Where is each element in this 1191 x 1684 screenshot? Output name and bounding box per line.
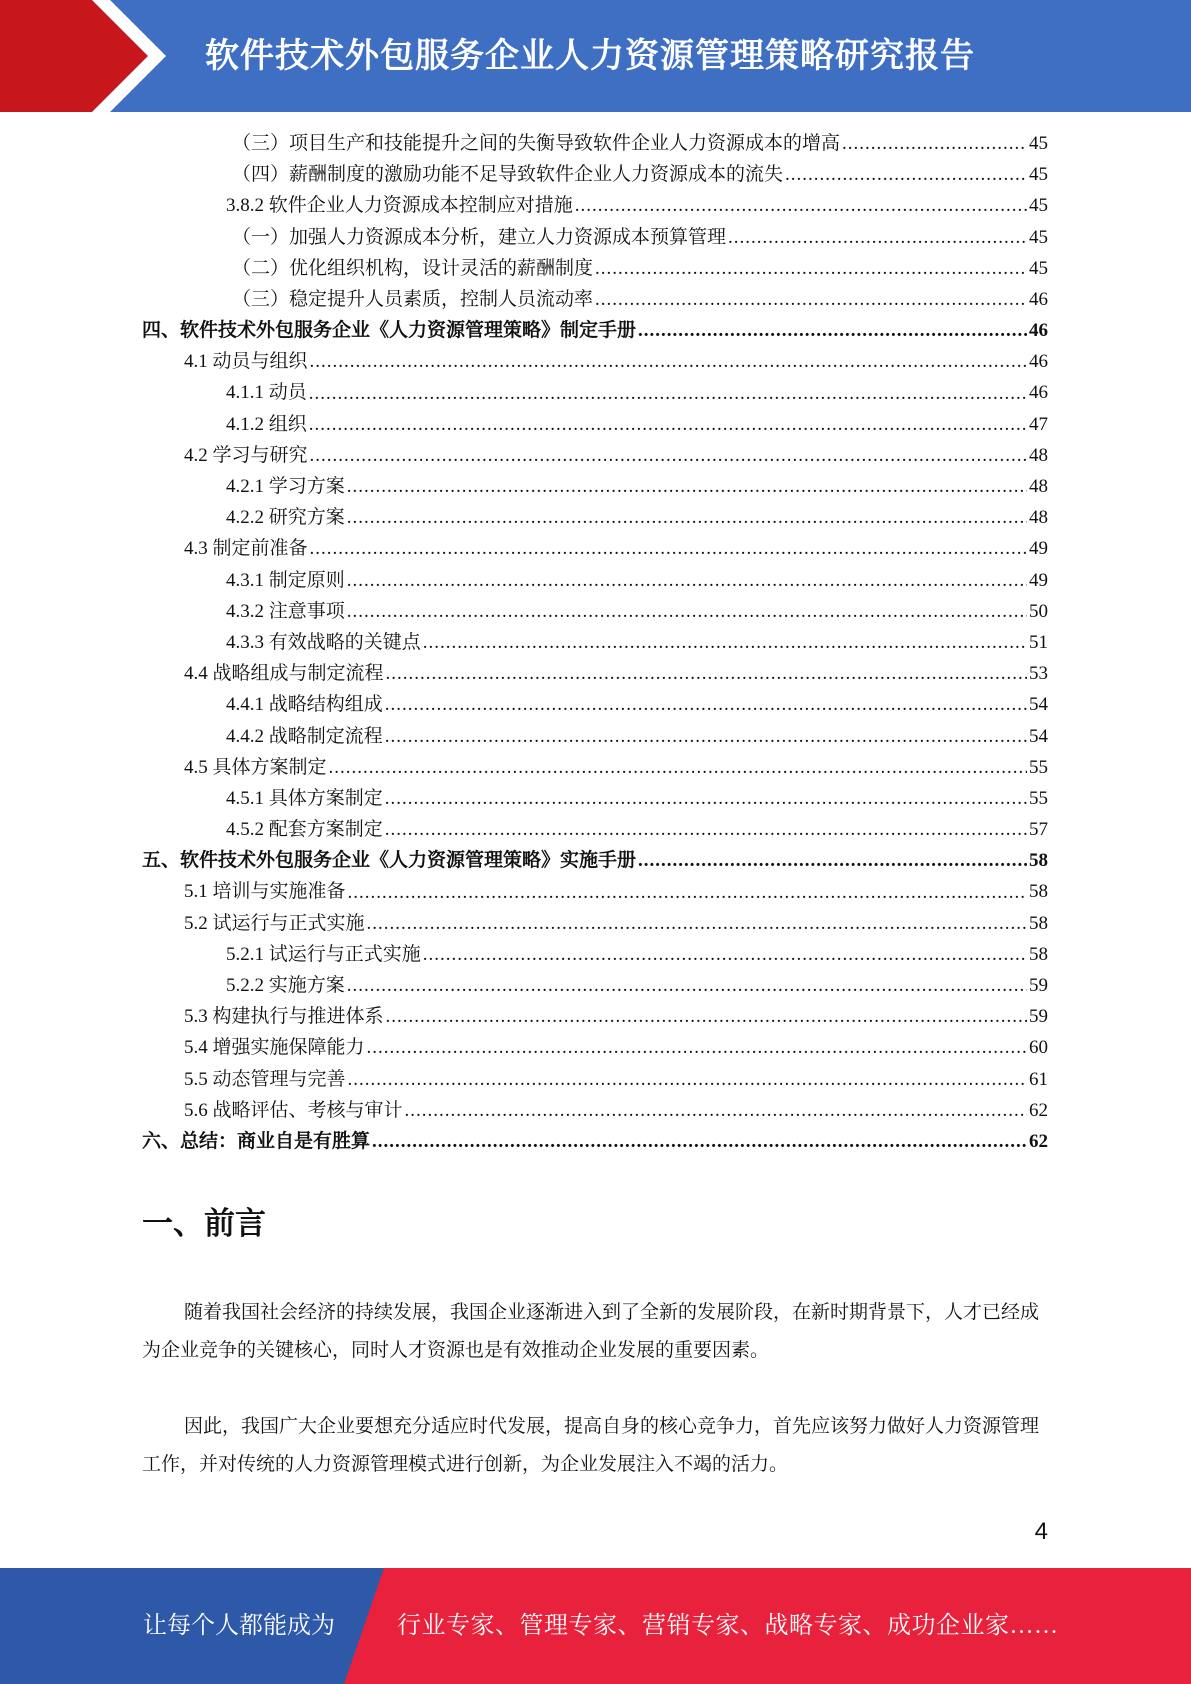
toc-entry-label: 4.3.2 注意事项 <box>226 600 345 622</box>
toc-leader-dots <box>385 814 1027 845</box>
toc-leader-dots <box>385 721 1027 752</box>
toc-leader-dots <box>367 908 1027 939</box>
toc-leader-dots <box>347 502 1027 533</box>
footer-roles: 行业专家、管理专家、营销专家、战略专家、成功企业家…… <box>397 1613 1059 1639</box>
toc-entry[interactable] <box>142 596 1048 627</box>
toc-entry[interactable] <box>142 159 1048 190</box>
toc-entry-label: 4.5.1 具体方案制定 <box>226 787 383 809</box>
toc-leader-dots <box>329 752 1027 783</box>
toc-leader-dots <box>310 346 1027 377</box>
toc-entry-page: 62 <box>1029 1099 1048 1121</box>
toc-entry-label: 5.3 构建执行与推进体系 <box>184 1006 384 1028</box>
toc-entry-page: 57 <box>1029 819 1048 841</box>
toc-entry-page: 62 <box>1029 1130 1048 1152</box>
toc-entry-page: 45 <box>1029 132 1048 154</box>
toc-entry-label: 4.2 学习与研究 <box>184 444 308 466</box>
toc-entry-label: 四、软件技术外包服务企业《人力资源管理策略》制定手册 <box>142 320 637 342</box>
toc-entry-page: 45 <box>1029 257 1048 279</box>
toc-entry-label: 4.5.2 配套方案制定 <box>226 819 383 841</box>
toc-entry[interactable] <box>142 1001 1048 1032</box>
report-title: 软件技术外包服务企业人力资源管理策略研究报告 <box>205 36 975 76</box>
toc-entry[interactable] <box>142 378 1048 409</box>
toc-entry-label: 4.1.1 动员 <box>226 382 307 404</box>
toc-entry-label: 4.4.2 战略制定流程 <box>226 725 383 747</box>
toc-entry-label: （一）加强人力资源成本分析，建立人力资源成本预算管理 <box>232 226 727 248</box>
toc-entry-page: 59 <box>1029 1006 1048 1028</box>
toc-entry-label: 5.1 培训与实施准备 <box>184 881 346 903</box>
toc-entry-page: 58 <box>1029 850 1048 872</box>
toc-entry-page: 54 <box>1029 694 1048 716</box>
toc-leader-dots <box>309 409 1027 440</box>
toc-entry-page: 46 <box>1029 320 1048 342</box>
body-paragraph: 因此，我国广大企业要想充分适应时代发展，提高自身的核心竞争力，首先应该努力做好人力资源管理工作，并对传统的人力资源管理模式进行创新，为企业发展注入不竭的活力。 <box>142 1416 1040 1475</box>
toc-entry-page: 48 <box>1029 444 1048 466</box>
toc-leader-dots <box>309 378 1027 409</box>
toc-entry-page: 49 <box>1029 569 1048 591</box>
toc-entry-page: 50 <box>1029 600 1048 622</box>
toc-entry-label: 4.1.2 组织 <box>226 413 307 435</box>
toc-leader-dots <box>638 315 1027 346</box>
toc-entry-label: 5.5 动态管理与完善 <box>184 1068 346 1090</box>
toc-leader-dots <box>638 845 1027 876</box>
toc-leader-dots <box>367 1032 1027 1063</box>
toc-leader-dots <box>385 783 1027 814</box>
toc-entry[interactable] <box>142 1032 1048 1063</box>
toc-entry-label: 4.4.1 战略结构组成 <box>226 694 383 716</box>
toc-leader-dots <box>347 596 1027 627</box>
toc-entry-label: 4.2.2 研究方案 <box>226 507 345 529</box>
toc-leader-dots <box>348 1064 1027 1095</box>
toc-leader-dots <box>347 565 1027 596</box>
toc-leader-dots <box>575 190 1027 221</box>
toc-entry-page: 46 <box>1029 382 1048 404</box>
toc-entry-page: 60 <box>1029 1037 1048 1059</box>
toc-entry-page: 58 <box>1029 943 1048 965</box>
toc-entry-page: 46 <box>1029 288 1048 310</box>
page-header <box>0 0 1191 112</box>
toc-leader-dots <box>842 128 1027 159</box>
toc-entry[interactable] <box>142 1064 1048 1095</box>
toc-leader-dots <box>423 939 1027 970</box>
toc-entry-label: 5.6 战略评估、考核与审计 <box>184 1099 403 1121</box>
toc-entry[interactable] <box>142 440 1048 471</box>
toc-entry[interactable] <box>142 814 1048 845</box>
toc-entry[interactable] <box>142 1095 1048 1126</box>
toc-entry[interactable] <box>142 128 1048 159</box>
toc-entry[interactable] <box>142 939 1048 970</box>
toc-entry-page: 45 <box>1029 195 1048 217</box>
toc-leader-dots <box>372 1126 1027 1157</box>
toc-leader-dots <box>347 970 1027 1001</box>
toc-entry-label: 4.5 具体方案制定 <box>184 756 327 778</box>
toc-leader-dots <box>595 284 1027 315</box>
toc-entry-page: 47 <box>1029 413 1048 435</box>
toc-leader-dots <box>423 627 1027 658</box>
toc-entry-page: 58 <box>1029 912 1048 934</box>
toc-entry[interactable] <box>142 877 1048 908</box>
toc-entry[interactable] <box>142 315 1048 346</box>
toc-entry[interactable] <box>142 970 1048 1001</box>
toc-entry-label: 4.3 制定前准备 <box>184 538 308 560</box>
toc-entry-page: 45 <box>1029 164 1048 186</box>
toc-entry[interactable] <box>142 502 1048 533</box>
body-paragraph: 随着我国社会经济的持续发展，我国企业逐渐进入到了全新的发展阶段，在新时期背景下，人才已经成为企业竞争的关键核心，同时人才资源也是有效推动企业发展的重要因素。 <box>142 1302 1040 1361</box>
toc-entry-label: （三）项目生产和技能提升之间的失衡导致软件企业人力资源成本的增高 <box>232 132 841 154</box>
toc-entry-page: 53 <box>1029 663 1048 685</box>
toc-entry[interactable] <box>142 689 1048 720</box>
toc-entry[interactable] <box>142 565 1048 596</box>
page-footer <box>0 1568 1191 1684</box>
toc-entry[interactable] <box>142 627 1048 658</box>
toc-leader-dots <box>347 471 1027 502</box>
table-of-contents <box>142 128 1048 1157</box>
toc-entry[interactable] <box>142 471 1048 502</box>
toc-entry-label: 4.2.1 学习方案 <box>226 476 345 498</box>
toc-leader-dots <box>728 222 1027 253</box>
toc-entry-label: 4.3.1 制定原则 <box>226 569 345 591</box>
toc-entry[interactable] <box>142 845 1048 876</box>
toc-entry-label: （四）薪酬制度的激励功能不足导致软件企业人力资源成本的流失 <box>232 164 784 186</box>
toc-entry[interactable] <box>142 346 1048 377</box>
toc-leader-dots <box>310 440 1027 471</box>
toc-entry-label: （二）优化组织机构，设计灵活的薪酬制度 <box>232 257 594 279</box>
section-heading: 一、前言 <box>142 1206 266 1242</box>
toc-entry[interactable] <box>142 253 1048 284</box>
toc-entry-label: 5.4 增强实施保障能力 <box>184 1037 365 1059</box>
toc-entry-label: （三）稳定提升人员素质，控制人员流动率 <box>232 288 594 310</box>
toc-entry[interactable] <box>142 533 1048 564</box>
toc-entry-label: 5.2.1 试运行与正式实施 <box>226 943 421 965</box>
toc-entry[interactable] <box>142 783 1048 814</box>
toc-leader-dots <box>595 253 1027 284</box>
toc-entry-label: 3.8.2 软件企业人力资源成本控制应对措施 <box>226 195 573 217</box>
toc-entry-page: 61 <box>1029 1068 1048 1090</box>
toc-leader-dots <box>405 1095 1027 1126</box>
toc-entry-label: 五、软件技术外包服务企业《人力资源管理策略》实施手册 <box>142 850 637 872</box>
toc-entry-page: 59 <box>1029 975 1048 997</box>
toc-entry-page: 46 <box>1029 351 1048 373</box>
toc-entry-label: 5.2.2 实施方案 <box>226 975 345 997</box>
toc-entry-page: 48 <box>1029 476 1048 498</box>
footer-slogan: 让每个人都能成为 <box>143 1613 335 1639</box>
toc-entry-label: 4.4 战略组成与制定流程 <box>184 663 384 685</box>
toc-entry-page: 45 <box>1029 226 1048 248</box>
toc-entry[interactable] <box>142 721 1048 752</box>
toc-entry-label: 5.2 试运行与正式实施 <box>184 912 365 934</box>
toc-leader-dots <box>310 533 1027 564</box>
toc-leader-dots <box>386 1001 1027 1032</box>
toc-entry-page: 51 <box>1029 631 1048 653</box>
toc-entry[interactable] <box>142 409 1048 440</box>
toc-entry-label: 4.3.3 有效战略的关键点 <box>226 631 421 653</box>
toc-entry-page: 49 <box>1029 538 1048 560</box>
toc-entry[interactable] <box>142 1126 1048 1157</box>
toc-leader-dots <box>385 689 1027 720</box>
toc-entry-label: 4.1 动员与组织 <box>184 351 308 373</box>
toc-entry-page: 55 <box>1029 756 1048 778</box>
page-number: 4 <box>1034 1518 1048 1545</box>
toc-entry-label: 六、总结：商业自是有胜算 <box>142 1130 371 1152</box>
toc-leader-dots <box>785 159 1027 190</box>
toc-entry[interactable] <box>142 190 1048 221</box>
toc-entry[interactable] <box>142 908 1048 939</box>
toc-entry-page: 58 <box>1029 881 1048 903</box>
toc-entry-page: 55 <box>1029 787 1048 809</box>
toc-entry[interactable] <box>142 658 1048 689</box>
toc-leader-dots <box>348 877 1027 908</box>
toc-entry-page: 48 <box>1029 507 1048 529</box>
toc-entry-page: 54 <box>1029 725 1048 747</box>
toc-leader-dots <box>386 658 1027 689</box>
toc-entry[interactable] <box>142 284 1048 315</box>
toc-entry[interactable] <box>142 752 1048 783</box>
toc-entry[interactable] <box>142 222 1048 253</box>
